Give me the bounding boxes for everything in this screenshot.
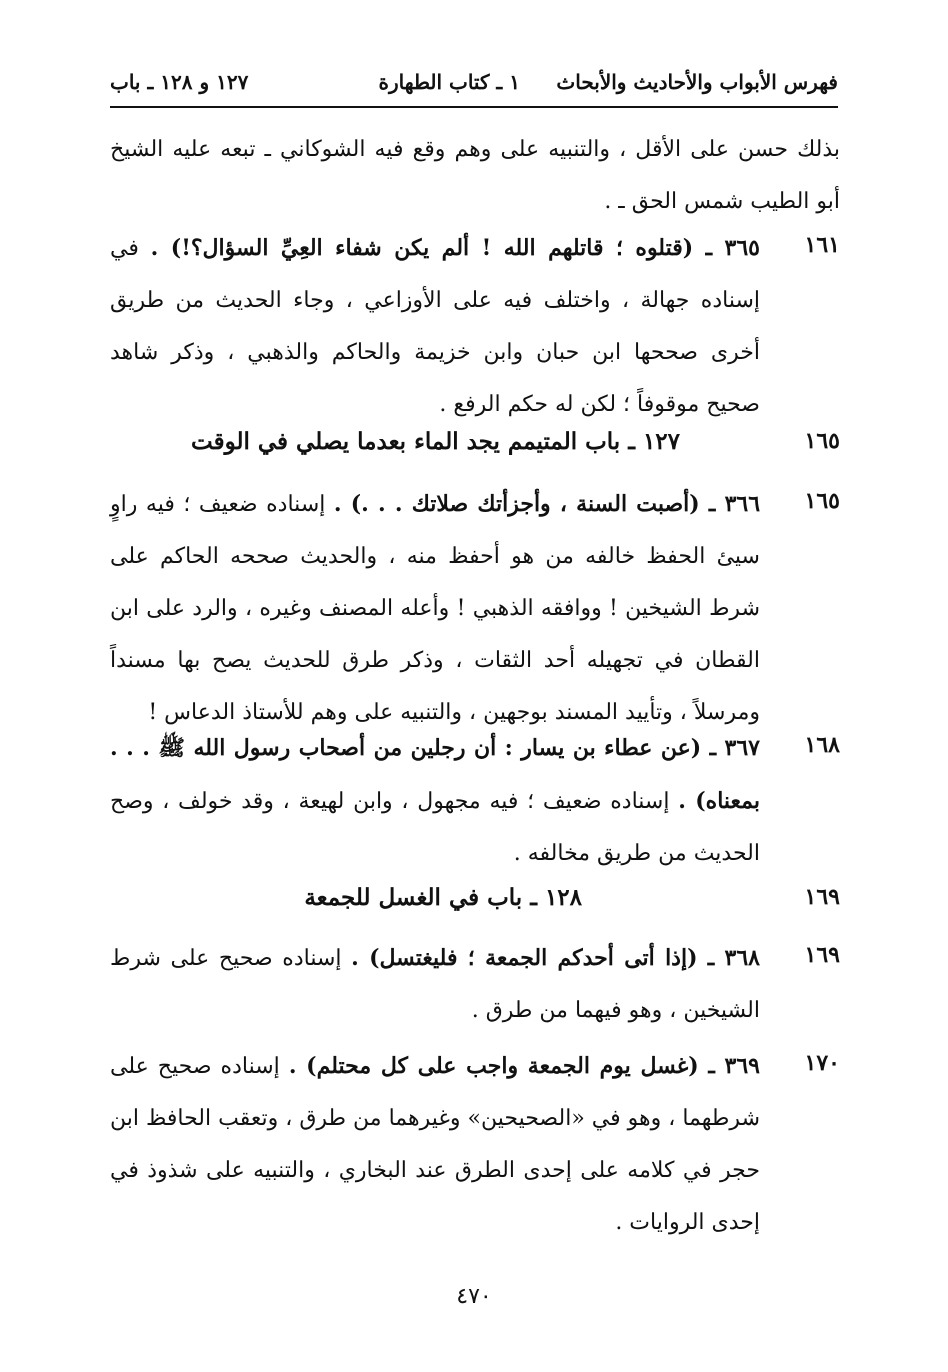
hadith-lead: ٣٦٥ ـ (قتلوه ؛ قاتلهم الله ! ألم يكن شفاء العِيِّ السؤال؟!) . bbox=[150, 235, 760, 261]
hadith-lead: ٣٦٨ ـ (إذا أتى أحدكم الجمعة ؛ فليغتسل) . bbox=[351, 945, 760, 971]
entry-text bbox=[110, 478, 760, 739]
hadith-lead: ٣٦٧ ـ (عن عطاء بن يسار : أن رجلين من أصحاب رسول الله ﷺ . . . بمعناه) . bbox=[110, 735, 760, 814]
page-number: ٤٧٠ bbox=[456, 1284, 492, 1309]
hadith-commentary: إسناده ضعيف ؛ فيه مجهول ، وابن لهيعة ، وقد خولف ، وصح الحديث من طريق مخالفه . bbox=[110, 789, 760, 866]
hadith-commentary: إسناده ضعيف ؛ فيه راوٍ سيئ الحفظ خالفه من هو أحفظ منه ، والحديث صححه الحاكم على شرط الشيخين ! ووافقه الذهبي ! وأعله المصنف وغيره ، والرد على ابن القطان في تجهيله أحد الثقات ، وذكر طرق للحديث يصح بها مسنداً ومرسلاً ، وتأييد المسند بوجهين ، والتنبيه على وهم للأستاذ الدعاس ! bbox=[110, 492, 760, 725]
header-divider bbox=[110, 106, 838, 108]
entry-text bbox=[110, 722, 760, 880]
hadith-commentary: إسناده صحيح على شرط الشيخين ، وهو فيهما من طرق . bbox=[110, 946, 760, 1023]
entry-page-number: ١٦٨ bbox=[804, 732, 840, 758]
entry-page-number: ١٧٠ bbox=[804, 1050, 840, 1076]
entry-page-number: ١٦٥ bbox=[804, 488, 840, 514]
chapter-heading: ١٢٨ ـ باب في الغسل للجمعة bbox=[304, 884, 582, 911]
hadith-commentary: في إسناده جهالة ، واختلف فيه على الأوزاعي ، وجاء الحديث من طريق أخرى صححها ابن حبان وابن خزيمة والحاكم والذهبي ، وذكر شاهد صحيح موقوفاً ؛ لكن له حكم الرفع . bbox=[110, 236, 760, 417]
running-header bbox=[110, 62, 838, 102]
entry-text bbox=[110, 932, 760, 1037]
header-index-title: فهرس الأبواب والأحاديث والأبحاث bbox=[556, 70, 838, 94]
entry-text bbox=[110, 222, 760, 431]
continuation-paragraph: بذلك حسن على الأقل ، والتنبيه على وهم وقع فيه الشوكاني ـ تبعه عليه الشيخ أبو الطيب شمس الحق ـ . bbox=[110, 137, 840, 214]
hadith-lead: ٣٦٦ ـ (أصبت السنة ، وأجزأتك صلاتك . . .) . bbox=[333, 491, 761, 517]
header-chapter-range: ١٢٧ و ١٢٨ ـ باب bbox=[110, 70, 249, 94]
hadith-commentary: إسناده صحيح على شرطهما ، وهو في «الصحيحين» وغيرهما من طرق ، وتعقب الحافظ ابن حجر في كلامه على إحدى الطرق عند البخاري ، والتنبيه على شذوذ في إحدى الروايات . bbox=[110, 1054, 760, 1235]
entry-page-number: ١٦١ bbox=[804, 232, 840, 258]
heading-page-number: ١٦٥ bbox=[804, 428, 840, 454]
heading-page-number: ١٦٩ bbox=[804, 884, 840, 910]
entry-text bbox=[110, 1040, 760, 1249]
entry-page-number: ١٦٩ bbox=[804, 942, 840, 968]
chapter-heading: ١٢٧ ـ باب المتيمم يجد الماء بعدما يصلي في الوقت bbox=[191, 428, 680, 455]
hadith-lead: ٣٦٩ ـ (غسل يوم الجمعة واجب على كل محتلم) . bbox=[288, 1053, 760, 1079]
header-book-title: ١ ـ كتاب الطهارة bbox=[378, 70, 520, 94]
